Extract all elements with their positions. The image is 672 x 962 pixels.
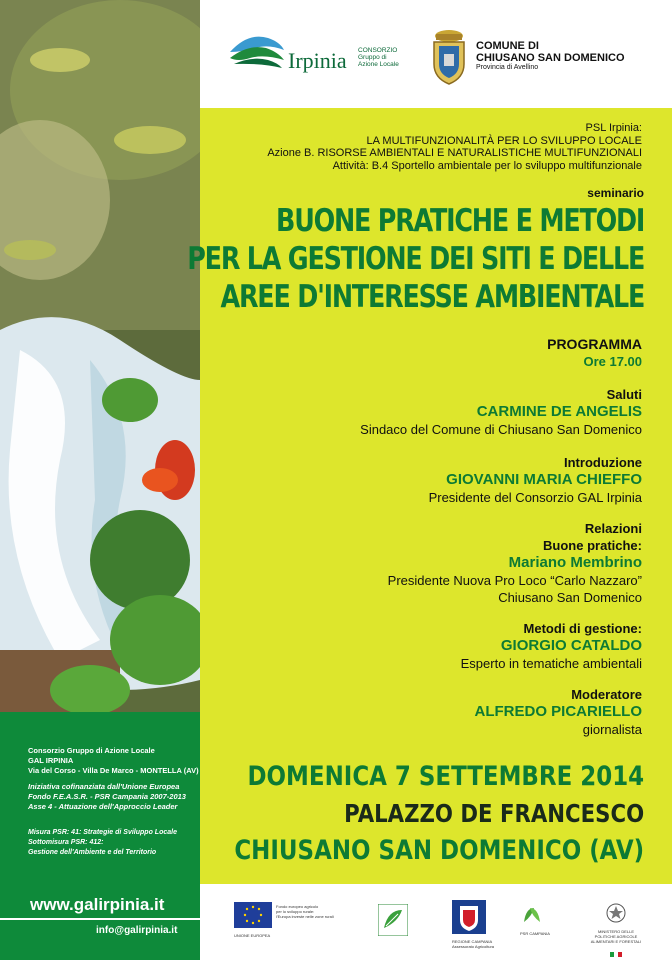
eu-caption: UNIONE EUROPEA bbox=[234, 933, 271, 938]
saluti-name: CARMINE DE ANGELIS bbox=[476, 403, 642, 420]
eu-logo bbox=[234, 902, 272, 938]
event-town: CHIUSANO SAN DOMENICO (AV) bbox=[234, 835, 644, 866]
regione-caption: REGIONE CAMPANIA bbox=[452, 939, 493, 944]
seminar-title bbox=[187, 202, 644, 316]
comune-crest-icon bbox=[430, 28, 468, 91]
comune-name bbox=[476, 40, 625, 64]
measure-line: Sottomisura PSR: 412: bbox=[28, 839, 104, 846]
website-link[interactable]: www.galirpinia.it bbox=[30, 895, 165, 914]
org-info bbox=[28, 746, 199, 776]
programma-title: PROGRAMMA bbox=[547, 336, 642, 352]
eu-text-line: per lo sviluppo rurale: bbox=[276, 909, 315, 914]
irpinia-logo-text: Irpinia bbox=[288, 48, 347, 73]
leader-logo-icon bbox=[378, 904, 408, 941]
funding-line: Iniziativa cofinanziata dall'Unione Europea bbox=[28, 782, 180, 791]
relazioni-label: Relazioni bbox=[584, 521, 642, 536]
comune-province: Provincia di Avellino bbox=[476, 64, 539, 71]
psl-line: LA MULTIFUNZIONALITÀ PER LO SVILUPPO LOCALE bbox=[366, 134, 642, 147]
regione-campania-icon bbox=[452, 900, 486, 934]
psl-line: Azione B. RISORSE AMBIENTALI E NATURALISTICHE MULTIFUNZIONALI bbox=[267, 147, 642, 159]
relazioni-section bbox=[388, 520, 642, 606]
moderatore-section bbox=[475, 686, 643, 738]
introduzione-label: Introduzione bbox=[564, 455, 642, 470]
event-date: DOMENICA 7 SETTEMBRE 2014 bbox=[247, 761, 644, 792]
italian-emblem-icon bbox=[605, 902, 627, 924]
programma-heading bbox=[547, 336, 642, 371]
regione-logo bbox=[452, 900, 494, 949]
email-link[interactable]: info@galirpinia.it bbox=[96, 925, 178, 936]
metodi-desc: Esperto in tematiche ambientali bbox=[460, 656, 642, 671]
eu-text-line: Fondo europeo agricolo bbox=[276, 904, 319, 909]
eu-flag-icon bbox=[234, 902, 272, 928]
ministero-logo bbox=[590, 902, 642, 962]
comune-line: COMUNE DI bbox=[476, 40, 539, 52]
consorzio-line: CONSORZIO bbox=[358, 47, 398, 54]
funding-line: Fondo F.E.A.S.R. - PSR Campania 2007-2013 bbox=[28, 792, 186, 801]
moderatore-desc: giornalista bbox=[582, 722, 642, 737]
metodi-section bbox=[461, 620, 642, 672]
saluti-label: Saluti bbox=[606, 387, 642, 402]
psl-block bbox=[267, 122, 642, 172]
main-panel bbox=[187, 108, 672, 884]
cover-photo bbox=[0, 0, 200, 712]
event-block bbox=[234, 758, 644, 870]
psr-caption: PSR CAMPANIA bbox=[520, 931, 550, 936]
title-line: PER LA GESTIONE DEI SITI E DELLE bbox=[187, 241, 644, 277]
eu-text bbox=[276, 904, 334, 919]
programma-time: Ore 17.00 bbox=[583, 354, 642, 369]
consorzio-label bbox=[358, 47, 399, 68]
psl-line: PSL Irpinia: bbox=[585, 122, 642, 134]
italian-flag-icon bbox=[610, 952, 622, 957]
footer-logos bbox=[200, 884, 672, 960]
ministero-caption: MINISTERO DELLE POLITICHE AGRICOLE ALIMENTARI E FORESTALI bbox=[590, 929, 642, 944]
eu-text-line: l'Europa investe nelle zone rurali bbox=[276, 914, 334, 919]
org-line: Consorzio Gruppo di Azione Locale bbox=[28, 746, 155, 755]
consorzio-line: Gruppo di bbox=[358, 54, 387, 61]
irpinia-logo-icon bbox=[228, 30, 286, 75]
title-line: AREE D'INTERESSE AMBIENTALE bbox=[220, 279, 644, 315]
psr-campania-icon bbox=[520, 904, 544, 926]
funding-line: Asse 4 - Attuazione dell'Approccio Leader bbox=[28, 802, 178, 811]
funding-info bbox=[28, 782, 186, 812]
measure-line: Gestione dell'Ambiente e del Territorio bbox=[28, 849, 157, 856]
seminario-label: seminario bbox=[587, 186, 644, 200]
saluti-desc: Sindaco del Comune di Chiusano San Domenico bbox=[360, 422, 642, 437]
introduzione-section bbox=[429, 454, 642, 506]
measure-line: Misura PSR: 41: Strategie di Sviluppo Locale bbox=[28, 829, 177, 836]
comune-line: CHIUSANO SAN DOMENICO bbox=[476, 52, 625, 64]
header bbox=[200, 0, 672, 108]
moderatore-label: Moderatore bbox=[571, 687, 642, 702]
saluti-section bbox=[360, 386, 642, 438]
relazioni-name: Mariano Membrino bbox=[508, 554, 642, 571]
event-venue: PALAZZO DE FRANCESCO bbox=[343, 799, 644, 828]
org-line: GAL IRPINIA bbox=[28, 756, 74, 765]
psl-line: Attività: B.4 Sportello ambientale per lo sviluppo multifunzionale bbox=[332, 159, 642, 172]
introduzione-desc: Presidente del Consorzio GAL Irpinia bbox=[428, 490, 642, 505]
metodi-name: GIORGIO CATALDO bbox=[500, 637, 642, 654]
metodi-label: Metodi di gestione: bbox=[523, 621, 642, 636]
relazioni-sublabel: Buone pratiche: bbox=[543, 538, 642, 553]
regione-sub: Assessorato Agricoltura bbox=[452, 944, 495, 949]
org-line: Via del Corso - Villa De Marco - MONTELLA (AV) bbox=[28, 766, 199, 775]
relazioni-desc: Chiusano San Domenico bbox=[498, 590, 642, 605]
sidebar-divider bbox=[0, 918, 200, 920]
moderatore-name: ALFREDO PICARIELLO bbox=[474, 703, 642, 720]
consorzio-line: Azione Locale bbox=[358, 61, 399, 68]
introduzione-name: GIOVANNI MARIA CHIEFFO bbox=[446, 471, 642, 488]
measure-info bbox=[28, 828, 177, 858]
title-line: BUONE PRATICHE E METODI bbox=[275, 203, 644, 239]
sidebar-panel bbox=[0, 712, 200, 960]
psr-logo bbox=[520, 904, 550, 936]
relazioni-desc: Presidente Nuova Pro Loco “Carlo Nazzaro” bbox=[387, 573, 642, 588]
